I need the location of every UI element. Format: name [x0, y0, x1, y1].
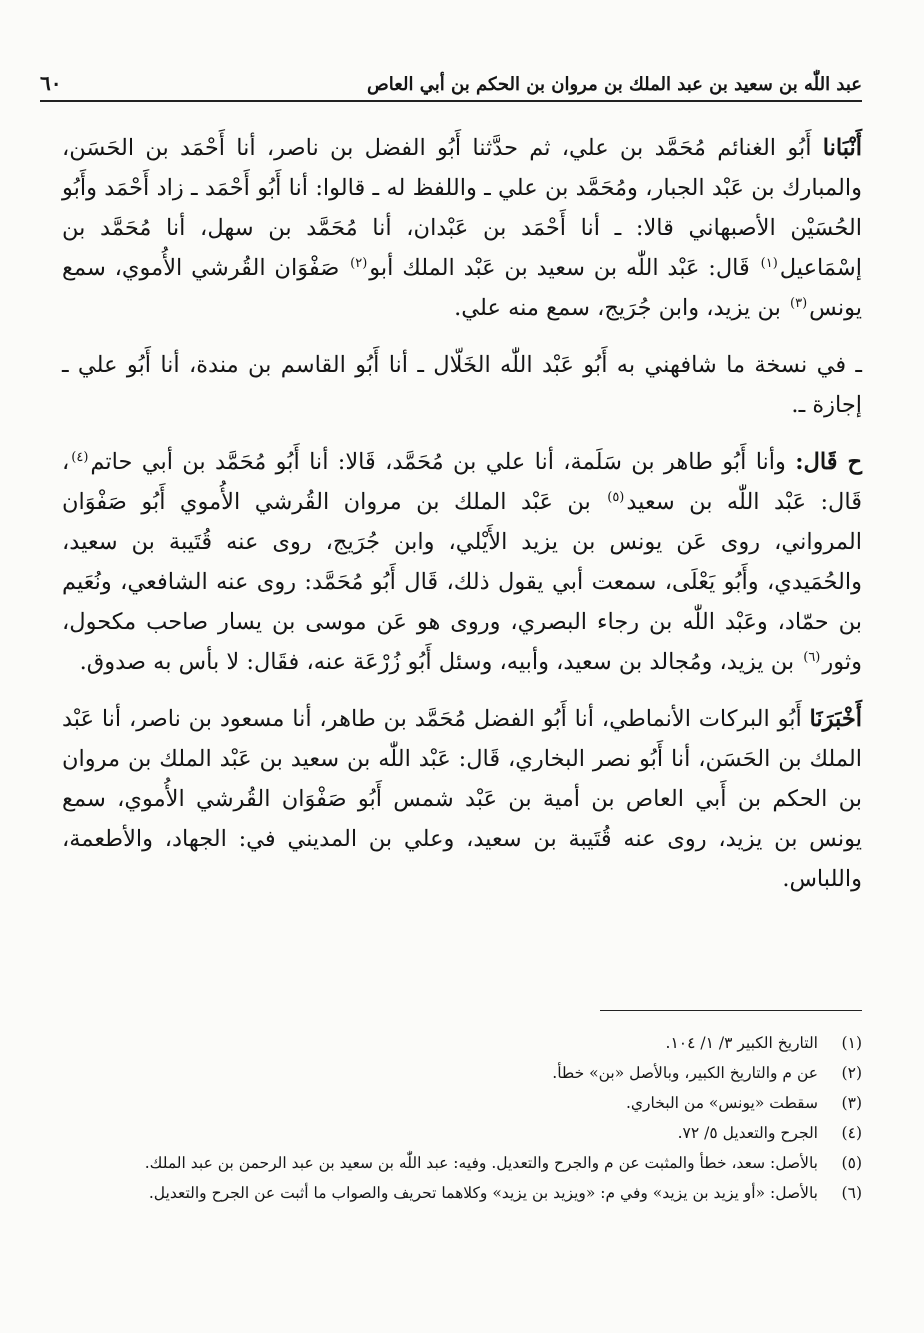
paragraph-3 — [62, 442, 862, 682]
footnote-number: (٢) — [841, 1064, 862, 1082]
footnote — [62, 1060, 862, 1086]
running-title: عبد اللّٰه بن سعيد بن عبد الملك بن مروان بن الحكم بن أبي العاص — [367, 74, 862, 95]
running-header — [40, 62, 862, 102]
footnote-text: بالأصل: «أو يزيد بن يزيد» وفي م: «ويزيد بن يزيد» وكلاهما تحريف والصواب ما أثبت عن الجرح والتعديل. — [148, 1184, 818, 1202]
paragraph-3-text-c: بن عَبْد الملك بن مروان القُرشي الأُموي أَبُو صَفْوَان المرواني، روى عَن يونس بن يزيد الأَيْلي، وابن جُرَيج، روى عنه قُتَيبة بن سعيد، والحُمَيدي، وأَبُو يَعْلَى، سمعت أبي يقول ذلك، قَال أَبُو مُحَمَّد: روى عنه الشافعي، ونُعَيم بن حمّاد، وعَبْد اللّٰه بن رجاء البصري، وروى هو عَن موسى بن يسار صاحب مكحول، وثور — [62, 489, 862, 675]
footnote-ref-2: (٢) — [350, 255, 368, 271]
footnote-text: بالأصل: سعد، خطأ والمثبت عن م والجرح والتعديل. وفيه: عبد اللّٰه بن سعيد بن عبد الرحمن بن عبد الملك. — [144, 1154, 818, 1172]
paragraph-3-text-b: ، قَال: عَبْد اللّٰه بن سعيد — [62, 449, 862, 515]
footnote — [62, 1090, 862, 1116]
paragraph-1-text-b: قَال: عَبْد اللّٰه بن سعيد بن عَبْد الملك أبو — [369, 255, 759, 281]
main-text — [62, 128, 862, 916]
footnote-text: التاريخ الكبير ٣/ ١/ ١٠٤. — [665, 1034, 818, 1052]
paragraph-1-lead: أَنْبَانا — [822, 135, 862, 161]
footnotes — [62, 1030, 862, 1210]
footnote-number: (٥) — [841, 1154, 862, 1172]
footnote-text: سقطت «يونس» من البخاري. — [626, 1094, 818, 1112]
paragraph-4-text: أَبُو البركات الأنماطي، أنا أَبُو الفضل مُحَمَّد بن طاهر، أنا مسعود بن ناصر، أنا عَبْد الملك بن الحَسَن، أنا أَبُو نصر البخاري، قَال: عَبْد اللّٰه بن سعيد بن عَبْد الملك بن مروان بن الحكم بن أَبي العاص بن أمية بن عَبْد شمس أَبُو صَفْوَان القُرشي الأُموي، سمع يونس بن يزيد، روى عنه قُتَيبة بن سعيد، وعلي بن المديني في: الجهاد، والأطعمة، واللباس. — [62, 706, 862, 892]
paragraph-1-text-a: أَبُو الغنائم مُحَمَّد بن علي، ثم حدَّثنا أَبُو الفضل بن ناصر، أنا أَحْمَد بن الحَسَن، والمبارك بن عَبْد الجبار، ومُحَمَّد بن علي ـ واللفظ له ـ قالوا: أنا أَبُو أَحْمَد ـ زاد أَحْمَد وأَبُو الحُسَيْن الأصبهاني قالا: ـ أنا أَحْمَد بن عَبْدان، أنا مُحَمَّد بن سهل، أنا مُحَمَّد بن إسْمَاعيل — [62, 135, 862, 281]
footnote-ref-3: (٣) — [790, 295, 808, 311]
paragraph-3-text-a: وأنا أَبُو طاهر بن سَلَمة، أنا علي بن مُحَمَّد، قَالا: أنا أَبُو مُحَمَّد بن أبي حاتم — [90, 449, 796, 475]
paragraph-1 — [62, 128, 862, 328]
footnote-ref-1: (١) — [760, 255, 778, 271]
paragraph-1-text-c: صَفْوَان القُرشي الأُموي، سمع يونس — [62, 255, 862, 321]
paragraph-2: ـ في نسخة ما شافهني به أَبُو عَبْد اللّٰه الخَلّال ـ أنا أَبُو القاسم بن مندة، أنا أَبُو علي ـ إجازة ـ. — [62, 352, 862, 418]
page-number: ٦٠ — [40, 71, 62, 95]
paragraph-3-text-d: بن يزيد، ومُجالد بن سعيد، وأبيه، وسئل أَبُو زُرْعَة عنه، فقَال: لا بأس به صدوق. — [79, 649, 802, 675]
footnote-number: (٦) — [841, 1184, 862, 1202]
paragraph-4 — [62, 699, 862, 899]
footnote-ref-4: (٤) — [71, 449, 89, 465]
footnote — [62, 1030, 862, 1056]
paragraph-3-lead: ح قَال: — [795, 449, 863, 475]
footnote-text: عن م والتاريخ الكبير، وبالأصل «بن» خطأ. — [552, 1064, 818, 1082]
footnote-divider — [600, 1010, 862, 1011]
footnote-text: الجرح والتعديل ٥/ ٧٢. — [677, 1124, 818, 1142]
paragraph-4-lead: أَخْبَرَنَا — [809, 706, 862, 732]
footnote-ref-5: (٥) — [607, 489, 625, 505]
paragraph-1-text-d: بن يزيد، وابن جُرَيج، سمع منه علي. — [454, 295, 789, 321]
footnote-number: (١) — [841, 1034, 862, 1052]
footnote-number: (٣) — [841, 1094, 862, 1112]
footnote-ref-6: (٦) — [803, 649, 821, 665]
footnote — [62, 1180, 862, 1206]
footnote-number: (٤) — [841, 1124, 862, 1142]
footnote — [62, 1120, 862, 1146]
footnote — [62, 1150, 862, 1176]
